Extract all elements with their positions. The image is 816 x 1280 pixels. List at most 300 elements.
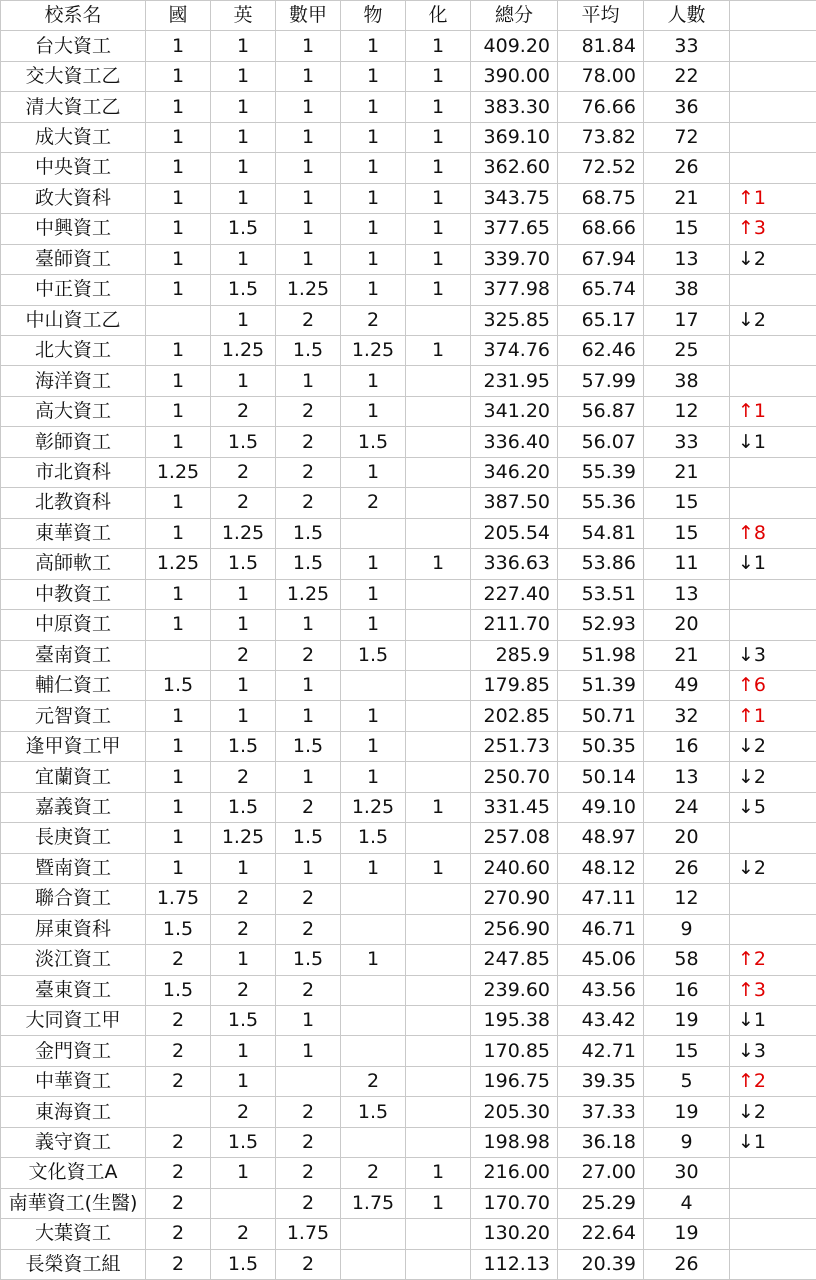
cell-rank-change (730, 914, 816, 944)
cell-chemistry (406, 670, 471, 700)
cell-chinese: 2 (146, 1188, 211, 1218)
cell-physics: 1.5 (341, 823, 406, 853)
cell-average: 72.52 (558, 153, 644, 183)
cell-average: 73.82 (558, 122, 644, 152)
cell-chemistry: 1 (406, 792, 471, 822)
cell-math: 1 (276, 670, 341, 700)
cell-school: 成大資工 (1, 122, 146, 152)
cell-chinese: 1 (146, 579, 211, 609)
cell-rank-change (730, 579, 816, 609)
cell-chinese: 1 (146, 731, 211, 761)
cell-physics: 1.5 (341, 427, 406, 457)
cell-total: 256.90 (471, 914, 558, 944)
cell-school: 逢甲資工甲 (1, 731, 146, 761)
table-row (1, 1036, 816, 1066)
cell-rank-change (730, 610, 816, 640)
cell-rank-change (730, 335, 816, 365)
cell-total: 179.85 (471, 670, 558, 700)
cell-average: 43.56 (558, 975, 644, 1005)
table-row (1, 823, 816, 853)
cell-rank-change (730, 1158, 816, 1188)
cell-chemistry: 1 (406, 1188, 471, 1218)
cell-total: 383.30 (471, 92, 558, 122)
cell-chinese: 1 (146, 792, 211, 822)
cell-rank-change (730, 488, 816, 518)
cell-physics: 1 (341, 31, 406, 61)
cell-average: 36.18 (558, 1127, 644, 1157)
cell-english: 2 (211, 640, 276, 670)
cell-physics: 1.25 (341, 335, 406, 365)
table-row (1, 610, 816, 640)
header-english: 英 (211, 1, 276, 31)
table-row (1, 792, 816, 822)
cell-count: 30 (644, 1158, 730, 1188)
cell-school: 中原資工 (1, 610, 146, 640)
cell-total: 339.70 (471, 244, 558, 274)
cell-english: 1 (211, 610, 276, 640)
cell-average: 51.39 (558, 670, 644, 700)
cell-physics: 2 (341, 1066, 406, 1096)
cell-rank-change: ↓2 (730, 305, 816, 335)
cell-average: 47.11 (558, 884, 644, 914)
header-rank-change (730, 1, 816, 31)
cell-english: 1.5 (211, 1127, 276, 1157)
cell-total: 325.85 (471, 305, 558, 335)
cell-count: 19 (644, 1097, 730, 1127)
cell-math: 2 (276, 884, 341, 914)
cell-chinese: 1 (146, 853, 211, 883)
cell-rank-change (730, 366, 816, 396)
cell-chinese (146, 640, 211, 670)
cell-english: 2 (211, 762, 276, 792)
cell-count: 22 (644, 61, 730, 91)
header-physics: 物 (341, 1, 406, 31)
cell-school: 政大資科 (1, 183, 146, 213)
cell-average: 51.98 (558, 640, 644, 670)
cell-average: 53.51 (558, 579, 644, 609)
cell-total: 285.9 (471, 640, 558, 670)
cell-chemistry (406, 945, 471, 975)
cell-total: 346.20 (471, 457, 558, 487)
cell-chinese: 2 (146, 1219, 211, 1249)
cell-count: 9 (644, 1127, 730, 1157)
cell-chemistry: 1 (406, 31, 471, 61)
cell-total: 341.20 (471, 396, 558, 426)
cell-total: 369.10 (471, 122, 558, 152)
cell-math: 1 (276, 610, 341, 640)
header-school: 校系名 (1, 1, 146, 31)
cell-chemistry (406, 1219, 471, 1249)
cell-school: 暨南資工 (1, 853, 146, 883)
cell-physics: 1 (341, 396, 406, 426)
cell-school: 台大資工 (1, 31, 146, 61)
cell-chemistry (406, 975, 471, 1005)
cell-average: 50.35 (558, 731, 644, 761)
cell-total: 205.54 (471, 518, 558, 548)
header-chinese: 國 (146, 1, 211, 31)
cell-english: 2 (211, 1219, 276, 1249)
cell-school: 東海資工 (1, 1097, 146, 1127)
cell-rank-change: ↓2 (730, 244, 816, 274)
cell-average: 76.66 (558, 92, 644, 122)
cell-school: 北教資科 (1, 488, 146, 518)
table-row (1, 945, 816, 975)
cell-chemistry: 1 (406, 549, 471, 579)
cell-count: 12 (644, 884, 730, 914)
cell-count: 13 (644, 579, 730, 609)
cell-school: 嘉義資工 (1, 792, 146, 822)
cell-rank-change (730, 122, 816, 152)
cell-physics (341, 1219, 406, 1249)
cell-school: 中華資工 (1, 1066, 146, 1096)
cell-total: 377.98 (471, 275, 558, 305)
cell-physics: 2 (341, 305, 406, 335)
table-row (1, 335, 816, 365)
cell-math: 2 (276, 640, 341, 670)
cell-chemistry: 1 (406, 153, 471, 183)
cell-chinese: 1.5 (146, 975, 211, 1005)
cell-physics: 1 (341, 244, 406, 274)
cell-total: 251.73 (471, 731, 558, 761)
cell-average: 22.64 (558, 1219, 644, 1249)
cell-english: 1 (211, 305, 276, 335)
cell-average: 27.00 (558, 1158, 644, 1188)
cell-count: 26 (644, 1249, 730, 1279)
cell-total: 170.85 (471, 1036, 558, 1066)
cell-english: 2 (211, 488, 276, 518)
cell-school: 海洋資工 (1, 366, 146, 396)
cell-math: 1 (276, 853, 341, 883)
cell-rank-change (730, 275, 816, 305)
cell-total: 227.40 (471, 579, 558, 609)
cell-chemistry (406, 762, 471, 792)
cell-chinese: 1.5 (146, 670, 211, 700)
cell-count: 15 (644, 488, 730, 518)
cell-rank-change (730, 31, 816, 61)
table-row (1, 457, 816, 487)
cell-physics: 1 (341, 701, 406, 731)
cell-math: 1 (276, 61, 341, 91)
cell-school: 文化資工A (1, 1158, 146, 1188)
cell-school: 北大資工 (1, 335, 146, 365)
cell-physics: 1 (341, 92, 406, 122)
cell-school: 中教資工 (1, 579, 146, 609)
cell-average: 39.35 (558, 1066, 644, 1096)
header-total: 總分 (471, 1, 558, 31)
cell-count: 24 (644, 792, 730, 822)
cell-total: 247.85 (471, 945, 558, 975)
cell-count: 9 (644, 914, 730, 944)
cell-math: 1 (276, 1036, 341, 1066)
cell-school: 東華資工 (1, 518, 146, 548)
cell-english (211, 1188, 276, 1218)
cell-average: 50.71 (558, 701, 644, 731)
cell-rank-change (730, 1188, 816, 1218)
table-row (1, 153, 816, 183)
cell-total: 231.95 (471, 366, 558, 396)
cell-physics (341, 518, 406, 548)
cell-math: 2 (276, 305, 341, 335)
table-row (1, 92, 816, 122)
table-row (1, 975, 816, 1005)
cell-math: 2 (276, 1097, 341, 1127)
cell-rank-change (730, 884, 816, 914)
cell-english: 1.5 (211, 549, 276, 579)
header-row (1, 1, 816, 31)
cell-physics: 1 (341, 731, 406, 761)
cell-total: 270.90 (471, 884, 558, 914)
cell-rank-change (730, 153, 816, 183)
cell-rank-change: ↓2 (730, 1097, 816, 1127)
cell-chinese: 1 (146, 823, 211, 853)
cell-average: 49.10 (558, 792, 644, 822)
cell-chemistry (406, 457, 471, 487)
cell-english: 1.5 (211, 275, 276, 305)
cell-english: 2 (211, 914, 276, 944)
cell-chemistry (406, 884, 471, 914)
cell-math: 1 (276, 244, 341, 274)
cell-rank-change: ↓1 (730, 1127, 816, 1157)
cell-physics: 2 (341, 1158, 406, 1188)
cell-school: 義守資工 (1, 1127, 146, 1157)
cell-school: 輔仁資工 (1, 670, 146, 700)
cell-rank-change: ↓1 (730, 1005, 816, 1035)
cell-chinese: 1 (146, 335, 211, 365)
cell-english: 1 (211, 61, 276, 91)
cell-physics: 1 (341, 610, 406, 640)
cell-chemistry: 1 (406, 214, 471, 244)
cell-average: 55.36 (558, 488, 644, 518)
cell-chemistry: 1 (406, 122, 471, 152)
cell-total: 239.60 (471, 975, 558, 1005)
cell-chinese (146, 1097, 211, 1127)
cell-school: 交大資工乙 (1, 61, 146, 91)
cell-math: 1 (276, 366, 341, 396)
cell-average: 56.07 (558, 427, 644, 457)
cell-physics: 1 (341, 61, 406, 91)
cell-math: 2 (276, 427, 341, 457)
cell-school: 大葉資工 (1, 1219, 146, 1249)
cell-rank-change: ↑6 (730, 670, 816, 700)
cell-physics (341, 1005, 406, 1035)
cell-count: 25 (644, 335, 730, 365)
cell-math: 1 (276, 31, 341, 61)
cell-english: 1 (211, 579, 276, 609)
table-row (1, 884, 816, 914)
cell-school: 臺南資工 (1, 640, 146, 670)
cell-chemistry (406, 518, 471, 548)
cell-total: 112.13 (471, 1249, 558, 1279)
cell-total: 336.40 (471, 427, 558, 457)
cell-chemistry (406, 1005, 471, 1035)
table-row (1, 518, 816, 548)
cell-school: 長榮資工組 (1, 1249, 146, 1279)
cell-english: 2 (211, 396, 276, 426)
table-row (1, 1066, 816, 1096)
cell-math: 2 (276, 396, 341, 426)
cell-chemistry (406, 1127, 471, 1157)
cell-total: 257.08 (471, 823, 558, 853)
table-row (1, 214, 816, 244)
cell-english: 1 (211, 1036, 276, 1066)
cell-math: 2 (276, 1188, 341, 1218)
table-row (1, 914, 816, 944)
cell-english: 1.25 (211, 335, 276, 365)
cell-chinese: 1 (146, 183, 211, 213)
cell-total: 377.65 (471, 214, 558, 244)
table-row (1, 122, 816, 152)
header-chemistry: 化 (406, 1, 471, 31)
cell-math: 1 (276, 183, 341, 213)
cell-average: 68.66 (558, 214, 644, 244)
table-row (1, 366, 816, 396)
cell-total: 170.70 (471, 1188, 558, 1218)
table-row (1, 1188, 816, 1218)
cell-total: 196.75 (471, 1066, 558, 1096)
cell-count: 19 (644, 1219, 730, 1249)
cell-chemistry (406, 1097, 471, 1127)
cell-english: 1 (211, 670, 276, 700)
table-row (1, 853, 816, 883)
cell-physics: 1 (341, 945, 406, 975)
cell-chinese: 1 (146, 122, 211, 152)
cell-chemistry (406, 427, 471, 457)
cell-math: 2 (276, 914, 341, 944)
cell-chinese: 1 (146, 762, 211, 792)
cell-physics (341, 1249, 406, 1279)
cell-school: 元智資工 (1, 701, 146, 731)
cell-rank-change: ↑2 (730, 1066, 816, 1096)
cell-average: 43.42 (558, 1005, 644, 1035)
table-row (1, 31, 816, 61)
cell-count: 20 (644, 823, 730, 853)
cell-physics: 1.75 (341, 1188, 406, 1218)
cell-total: 343.75 (471, 183, 558, 213)
cell-physics (341, 670, 406, 700)
cell-average: 48.12 (558, 853, 644, 883)
cell-average: 65.17 (558, 305, 644, 335)
cell-chemistry (406, 610, 471, 640)
cell-math: 1 (276, 92, 341, 122)
cell-math: 1.5 (276, 731, 341, 761)
cell-math: 2 (276, 792, 341, 822)
cell-physics: 1 (341, 762, 406, 792)
cell-math: 1.5 (276, 823, 341, 853)
table-row (1, 701, 816, 731)
cell-english: 2 (211, 457, 276, 487)
cell-chinese: 1 (146, 31, 211, 61)
cell-physics: 1 (341, 214, 406, 244)
cell-count: 17 (644, 305, 730, 335)
cell-average: 78.00 (558, 61, 644, 91)
cell-chemistry (406, 396, 471, 426)
header-average: 平均 (558, 1, 644, 31)
table-row (1, 1158, 816, 1188)
cell-physics: 1 (341, 275, 406, 305)
cell-english: 1 (211, 244, 276, 274)
cell-english: 1 (211, 701, 276, 731)
cell-chinese: 1 (146, 153, 211, 183)
cell-school: 淡江資工 (1, 945, 146, 975)
cell-rank-change: ↓2 (730, 853, 816, 883)
cell-rank-change: ↓1 (730, 427, 816, 457)
cell-average: 54.81 (558, 518, 644, 548)
cell-math: 1.25 (276, 275, 341, 305)
cell-total: 202.85 (471, 701, 558, 731)
cell-physics: 1 (341, 366, 406, 396)
cell-physics: 1 (341, 457, 406, 487)
cell-school: 臺東資工 (1, 975, 146, 1005)
cell-count: 13 (644, 244, 730, 274)
cell-school: 中興資工 (1, 214, 146, 244)
cell-average: 25.29 (558, 1188, 644, 1218)
cell-english: 1.25 (211, 518, 276, 548)
cell-math: 2 (276, 1158, 341, 1188)
cell-school: 中山資工乙 (1, 305, 146, 335)
cell-chinese: 1 (146, 518, 211, 548)
cell-count: 21 (644, 457, 730, 487)
cell-school: 大同資工甲 (1, 1005, 146, 1035)
cell-chinese: 1.5 (146, 914, 211, 944)
cell-chinese: 1 (146, 488, 211, 518)
cell-total: 205.30 (471, 1097, 558, 1127)
cell-total: 336.63 (471, 549, 558, 579)
cell-english: 2 (211, 884, 276, 914)
cell-count: 36 (644, 92, 730, 122)
cell-physics: 2 (341, 488, 406, 518)
cell-math: 2 (276, 975, 341, 1005)
cell-chinese: 2 (146, 1036, 211, 1066)
cell-total: 409.20 (471, 31, 558, 61)
table-body (1, 31, 816, 1280)
cell-chinese: 1 (146, 214, 211, 244)
cell-math: 1 (276, 214, 341, 244)
cell-rank-change (730, 92, 816, 122)
cell-math: 1.75 (276, 1219, 341, 1249)
cell-chemistry: 1 (406, 853, 471, 883)
cell-count: 38 (644, 366, 730, 396)
cell-school: 南華資工(生醫) (1, 1188, 146, 1218)
table-row (1, 305, 816, 335)
cell-average: 46.71 (558, 914, 644, 944)
cell-total: 374.76 (471, 335, 558, 365)
cell-total: 130.20 (471, 1219, 558, 1249)
cell-english: 1 (211, 92, 276, 122)
cell-chemistry (406, 823, 471, 853)
cell-rank-change (730, 823, 816, 853)
cell-total: 250.70 (471, 762, 558, 792)
cell-chinese (146, 305, 211, 335)
cell-english: 1 (211, 31, 276, 61)
cell-count: 12 (644, 396, 730, 426)
cell-english: 1 (211, 183, 276, 213)
cell-physics: 1 (341, 153, 406, 183)
cell-count: 33 (644, 31, 730, 61)
cell-chemistry (406, 640, 471, 670)
cell-count: 15 (644, 518, 730, 548)
table-row (1, 1249, 816, 1279)
cell-chemistry (406, 701, 471, 731)
cell-count: 72 (644, 122, 730, 152)
cell-math: 1 (276, 1005, 341, 1035)
cell-count: 38 (644, 275, 730, 305)
cell-school: 清大資工乙 (1, 92, 146, 122)
cell-chemistry (406, 1066, 471, 1096)
table-row (1, 427, 816, 457)
cell-average: 81.84 (558, 31, 644, 61)
cell-total: 390.00 (471, 61, 558, 91)
cell-school: 彰師資工 (1, 427, 146, 457)
